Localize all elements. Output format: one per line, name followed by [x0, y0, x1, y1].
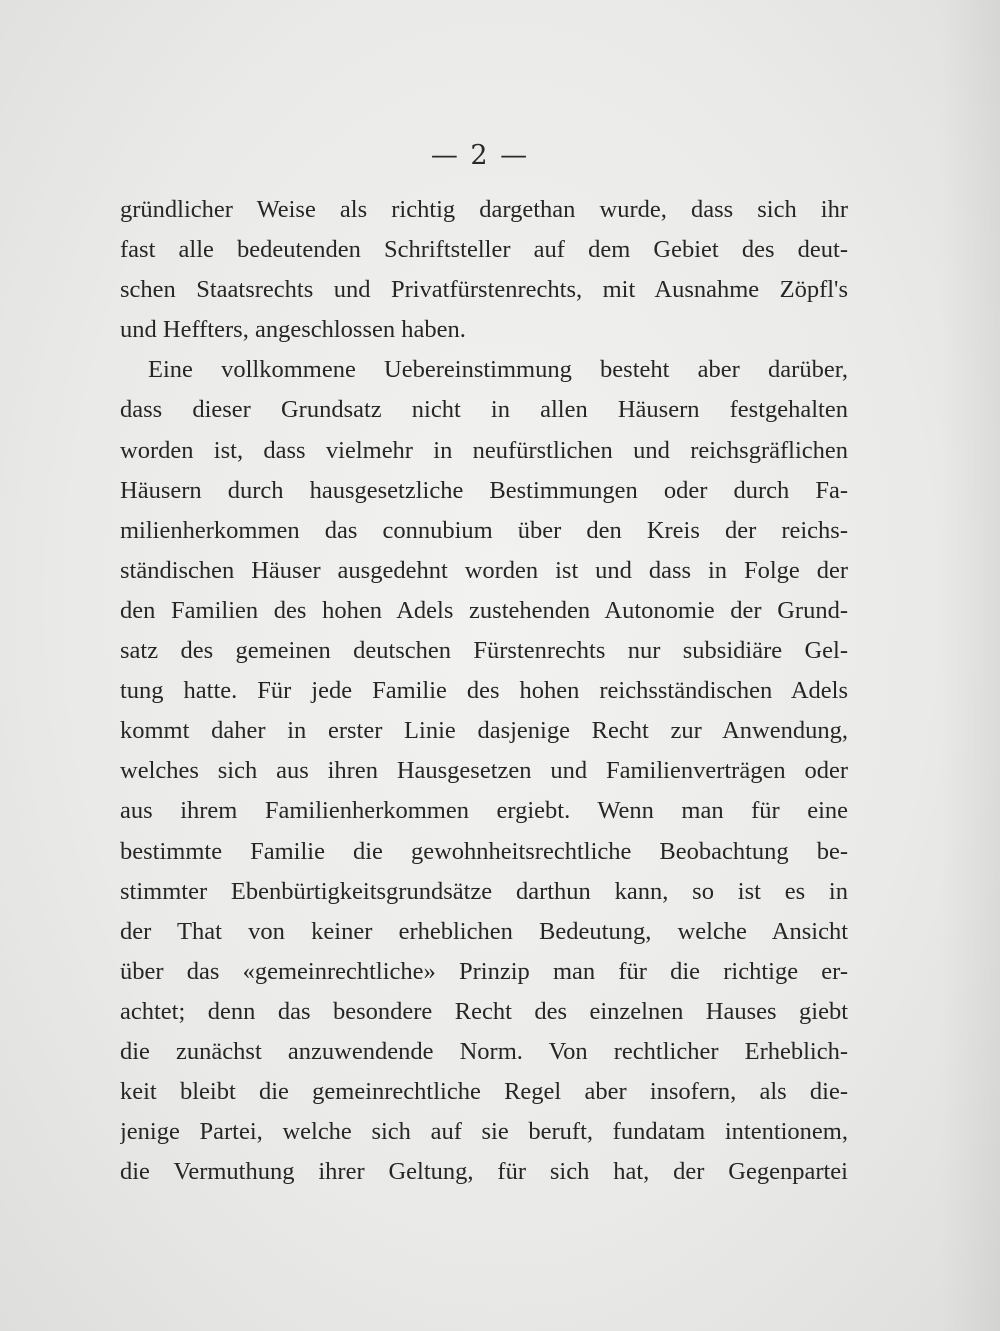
text-line: achtet; denn das besondere Recht des einzelnen Hauses giebt: [120, 997, 848, 1025]
text-line: den Familien des hohen Adels zustehenden Autonomie der Grund-: [120, 596, 848, 624]
page-edge-shadow: [940, 0, 1000, 1331]
text-line: schen Staatsrechts und Privatfürstenrechts, mit Ausnahme Zöpfl's: [120, 276, 848, 304]
text-line: dass dieser Grundsatz nicht in allen Häusern festgehalten: [120, 396, 848, 424]
text-line: und Heffters, angeschlossen haben.: [120, 316, 466, 344]
text-line: kommt daher in erster Linie dasjenige Recht zur Anwendung,: [120, 717, 848, 745]
page-number: — 2 —: [430, 140, 530, 171]
text-line: die Vermuthung ihrer Geltung, für sich hat, der Gegenpartei: [120, 1158, 848, 1186]
text-line: ständischen Häuser ausgedehnt worden ist und dass in Folge der: [120, 556, 848, 584]
text-line: die zunächst anzuwendende Norm. Von rechtlicher Erheblich-: [120, 1037, 848, 1065]
text-line: worden ist, dass vielmehr in neufürstlichen und reichsgräflichen: [120, 436, 848, 464]
text-line: gründlicher Weise als richtig dargethan wurde, dass sich ihr: [120, 196, 848, 223]
text-line: satz des gemeinen deutschen Fürstenrechts nur subsidiäre Gel-: [120, 637, 848, 665]
text-line: aus ihrem Familienherkommen ergiebt. Wenn man für eine: [120, 797, 848, 825]
text-line: der That von keiner erheblichen Bedeutung, welche Ansicht: [120, 917, 848, 945]
text-line: welches sich aus ihren Hausgesetzen und Familienverträgen oder: [120, 757, 848, 785]
text-line: keit bleibt die gemeinrechtliche Regel aber insofern, als die-: [120, 1078, 848, 1106]
body-text: [120, 190, 848, 1192]
text-line: jenige Partei, welche sich auf sie beruft, fundatam intentionem,: [120, 1118, 848, 1146]
text-line: tung hatte. Für jede Familie des hohen reichsständischen Adels: [120, 677, 848, 705]
text-line: bestimmte Familie die gewohnheitsrechtliche Beobachtung be-: [120, 837, 848, 865]
text-line: milienherkommen das connubium über den Kreis der reichs-: [120, 516, 848, 544]
text-line: stimmter Ebenbürtigkeitsgrundsätze darthun kann, so ist es in: [120, 877, 848, 905]
text-line: fast alle bedeutenden Schriftsteller auf dem Gebiet des deut-: [120, 236, 848, 264]
text-line: Eine vollkommene Uebereinstimmung besteht aber darüber,: [148, 356, 848, 384]
text-line: Häusern durch hausgesetzliche Bestimmungen oder durch Fa-: [120, 476, 848, 504]
text-line: über das «gemeinrechtliche» Prinzip man für die richtige er-: [120, 957, 848, 985]
